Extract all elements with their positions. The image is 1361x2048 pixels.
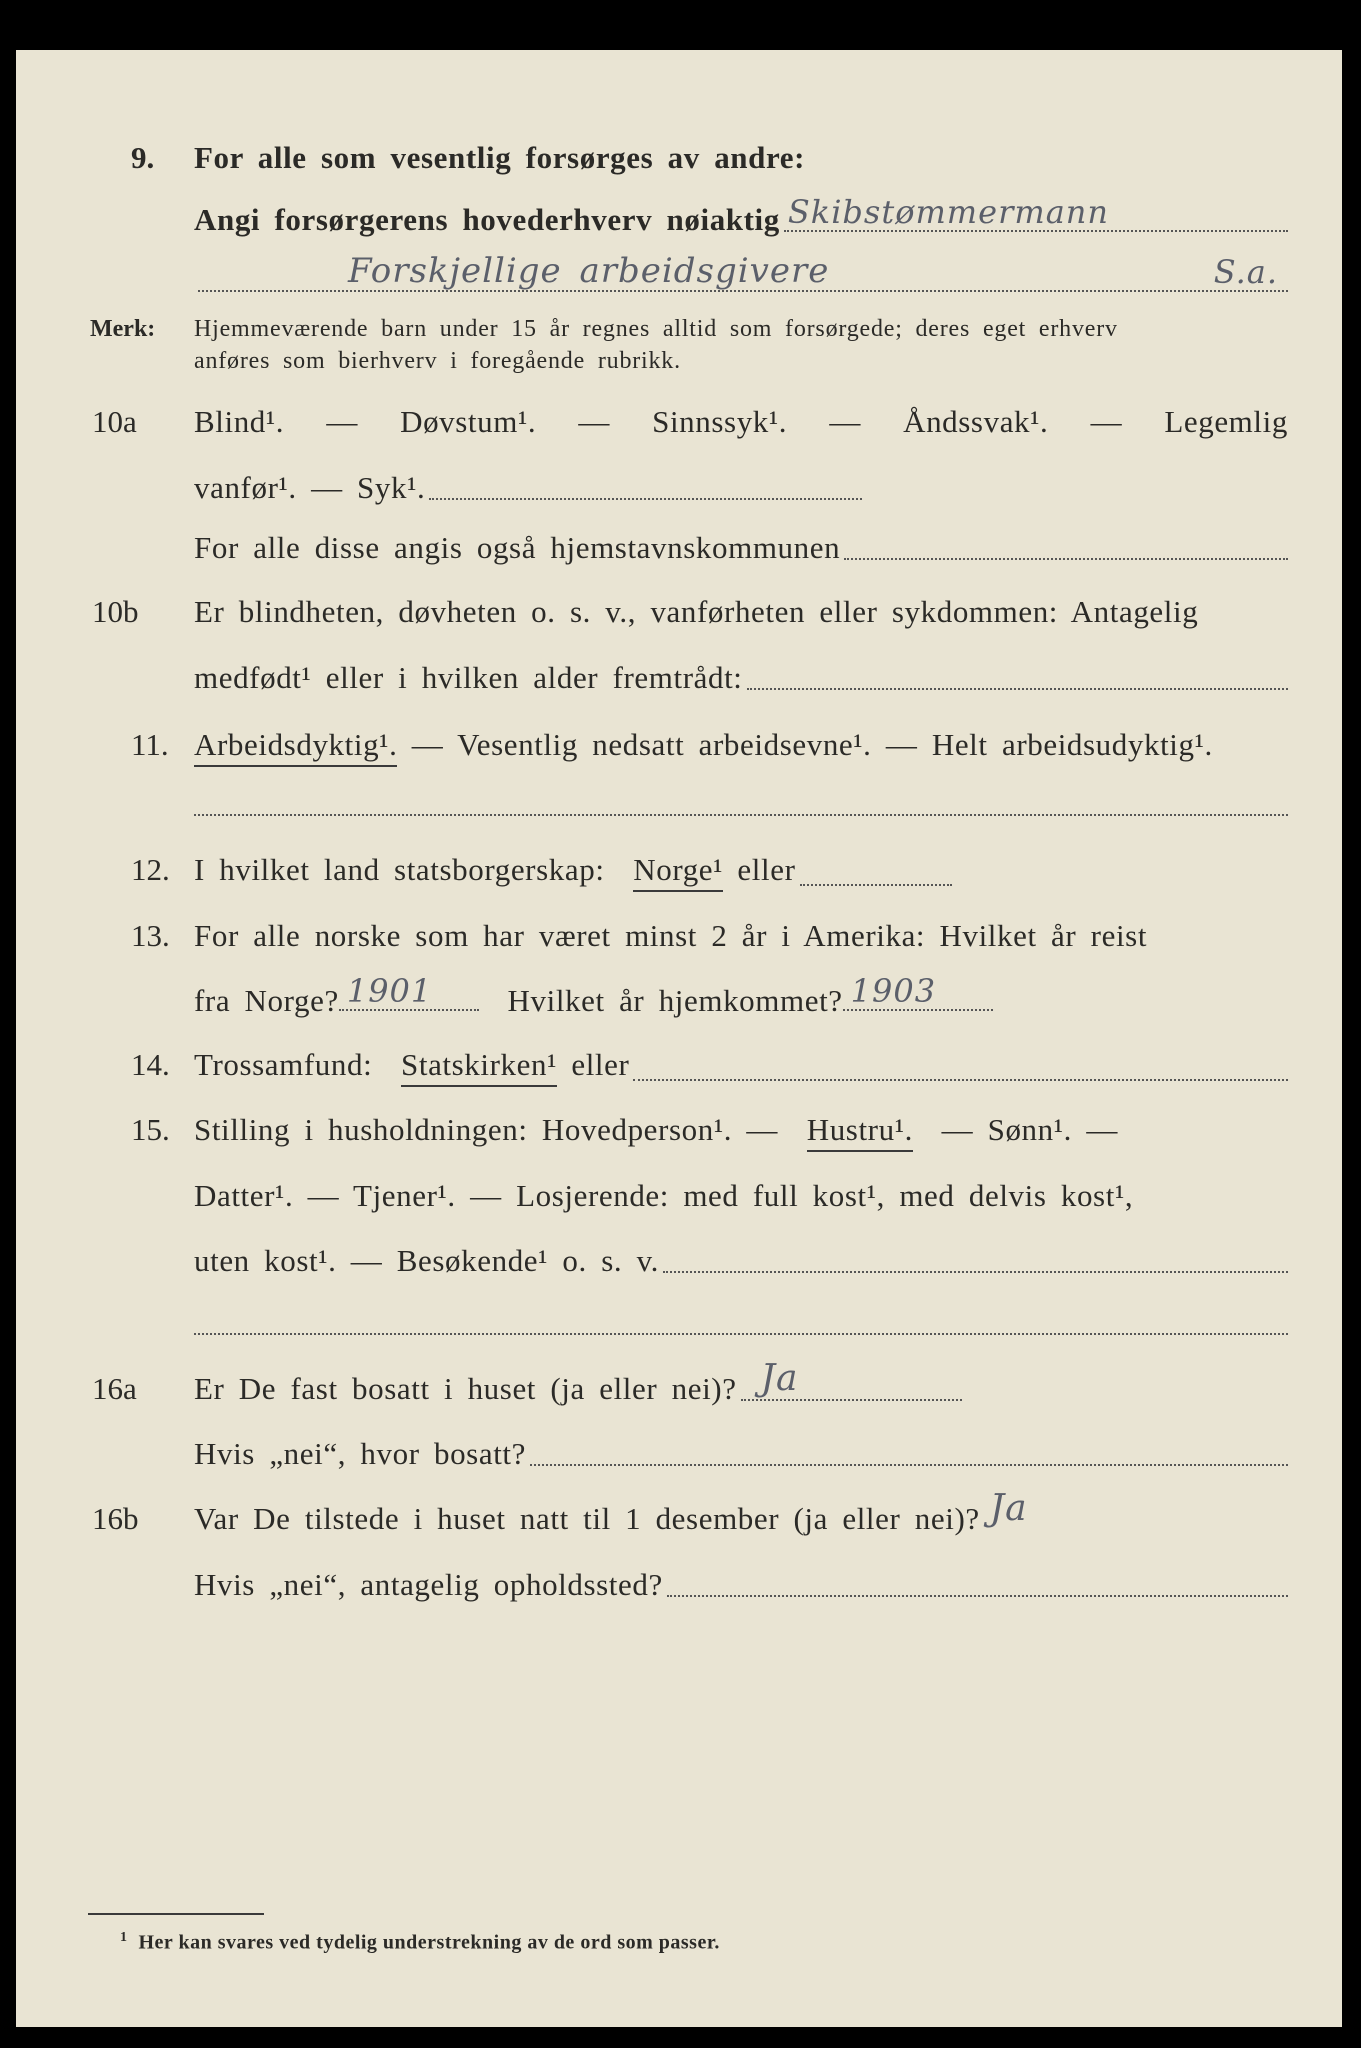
q9-answer2: Forskjellige arbeidsgivere (348, 251, 830, 291)
q13-return-field[interactable] (843, 972, 993, 1011)
q14-field[interactable] (633, 1078, 1288, 1081)
q16b-field[interactable] (984, 1488, 1232, 1531)
census-form-page (16, 50, 1342, 2027)
q15-options-c: uten kost¹. — Besøkende¹ o. s. v. (194, 1243, 660, 1278)
q13-line1: For alle norske som har været minst 2 år i Amerika: Hvilket år reist (194, 918, 1148, 953)
q12-label: I hvilket land statsborgerskap: (194, 852, 605, 887)
q10b-field[interactable] (747, 687, 1288, 690)
q15-options-b: — Sønn¹. — (941, 1112, 1118, 1147)
q11-field[interactable] (194, 814, 1288, 816)
q10b-line2 (194, 660, 1288, 696)
option-arbeidsdyktig-selected[interactable]: Arbeidsdyktig¹. (194, 727, 397, 767)
q10b-label: medfødt¹ eller i hvilken alder fremtrådt: (194, 660, 743, 695)
q9-answer-field[interactable] (784, 193, 1288, 232)
q16a-label: Er De fast bosatt i huset (ja eller nei)? (194, 1371, 737, 1406)
q12-eller: eller (737, 852, 796, 887)
q11-number: 11. (131, 727, 169, 762)
q16a-number: 16a (92, 1371, 137, 1406)
q10a-line2 (194, 470, 862, 506)
q15-line3 (194, 1243, 1288, 1279)
q12-line (194, 852, 952, 892)
q13-left-answer: 1901 (346, 972, 433, 1010)
q10b-number: 10b (92, 594, 139, 629)
q14-label: Trossamfund: (194, 1047, 373, 1082)
q13-number: 13. (131, 918, 170, 953)
option-norge-selected[interactable]: Norge¹ (633, 852, 723, 892)
dash: — (578, 404, 610, 439)
q13-left-field[interactable] (339, 972, 479, 1011)
dash: — (326, 404, 358, 439)
q13-line2 (194, 972, 1272, 1019)
q10a-line3 (194, 530, 1288, 566)
q13-return-answer: 1903 (850, 972, 937, 1010)
footnote-mark: 1 (120, 1930, 128, 1945)
q14-number: 14. (131, 1047, 170, 1082)
q16a-line1 (194, 1358, 962, 1407)
q15-field[interactable] (663, 1270, 1288, 1273)
option-blind[interactable]: Blind¹. (194, 404, 285, 439)
q9-label: Angi forsørgerens hovederhverv nøiaktig (194, 202, 780, 237)
q16b-line2 (194, 1567, 1288, 1603)
q16b-number: 16b (92, 1501, 139, 1536)
q11-line (194, 727, 1288, 767)
q9-answer1: Skibstømmermann (787, 193, 1110, 231)
q10a-vanfor-syk: vanfør¹. — Syk¹. (194, 470, 426, 505)
q16b-field2[interactable] (667, 1594, 1288, 1597)
option-andssvak[interactable]: Åndssvak¹. (903, 404, 1049, 439)
option-sinnssyk[interactable]: Sinnssyk¹. (652, 404, 788, 439)
q16a-line2 (194, 1436, 1288, 1472)
q16a-field[interactable] (741, 1358, 962, 1401)
footnote-rule (88, 1913, 264, 1915)
option-dovstum[interactable]: Døvstum¹. (400, 404, 537, 439)
q10b-line1: Er blindheten, døvheten o. s. v., vanførheten eller sykdommen: Antagelig (194, 594, 1199, 629)
q10a-number: 10a (92, 404, 137, 439)
q15-line2: Datter¹. — Tjener¹. — Losjerende: med full kost¹, med delvis kost¹, (194, 1178, 1134, 1213)
q12-field[interactable] (800, 883, 953, 886)
q16a-field2[interactable] (530, 1463, 1288, 1466)
merk-line2: anføres som bierhverv i foregående rubrikk. (194, 348, 681, 374)
q16a-answer: Ja (760, 1358, 799, 1399)
q15-field-2[interactable] (194, 1333, 1288, 1335)
q16b-label2: Hvis „nei“, antagelig opholdssted? (194, 1567, 663, 1602)
q16b-line1 (194, 1488, 1232, 1537)
q9-line (194, 193, 1288, 238)
q16b-answer: Ja (989, 1488, 1028, 1529)
q10a-hjemstavn-field[interactable] (844, 557, 1288, 560)
q13-return-label: Hvilket år hjemkommet? (507, 983, 843, 1018)
footnote (120, 1930, 720, 1955)
option-legemlig[interactable]: Legemlig (1164, 404, 1288, 439)
q10a-field[interactable] (429, 497, 862, 500)
q16b-label: Var De tilstede i huset natt til 1 desember (ja eller nei)? (194, 1501, 980, 1536)
merk-line1: Hjemmeværende barn under 15 år regnes alltid som forsørgede; deres eget erhverv (194, 316, 1118, 342)
q14-line (194, 1047, 1288, 1087)
q9-number: 9. (131, 140, 155, 175)
q12-number: 12. (131, 852, 170, 887)
option-statskirken-selected[interactable]: Statskirken¹ (401, 1047, 557, 1087)
q13-left-label: fra Norge? (194, 983, 339, 1018)
q11-options: — Vesentlig nedsatt arbeidsevne¹. — Helt arbeidsudyktig¹. (411, 727, 1213, 762)
q10a-line1 (194, 404, 1288, 440)
q15-line1 (194, 1112, 1288, 1152)
q14-eller: eller (571, 1047, 630, 1082)
q9-line2[interactable] (194, 251, 1288, 298)
q10a-hjemstavn-label: For alle disse angis også hjemstavnskommunen (194, 530, 841, 565)
dash: — (1090, 404, 1123, 439)
q9-title: For alle som vesentlig forsørges av andre: (194, 140, 806, 175)
q16a-label2: Hvis „nei“, hvor bosatt? (194, 1436, 526, 1471)
footnote-text: Her kan svares ved tydelig understrekning av de ord som passer. (138, 1931, 720, 1954)
q9-answer3: S.a. (1213, 253, 1278, 291)
dash: — (829, 404, 861, 439)
q15-number: 15. (131, 1112, 170, 1147)
option-hustru-selected[interactable]: Hustru¹. (807, 1112, 913, 1152)
merk-label: Merk: (90, 316, 156, 342)
q15-options-a: Stilling i husholdningen: Hovedperson¹. — (194, 1112, 779, 1147)
